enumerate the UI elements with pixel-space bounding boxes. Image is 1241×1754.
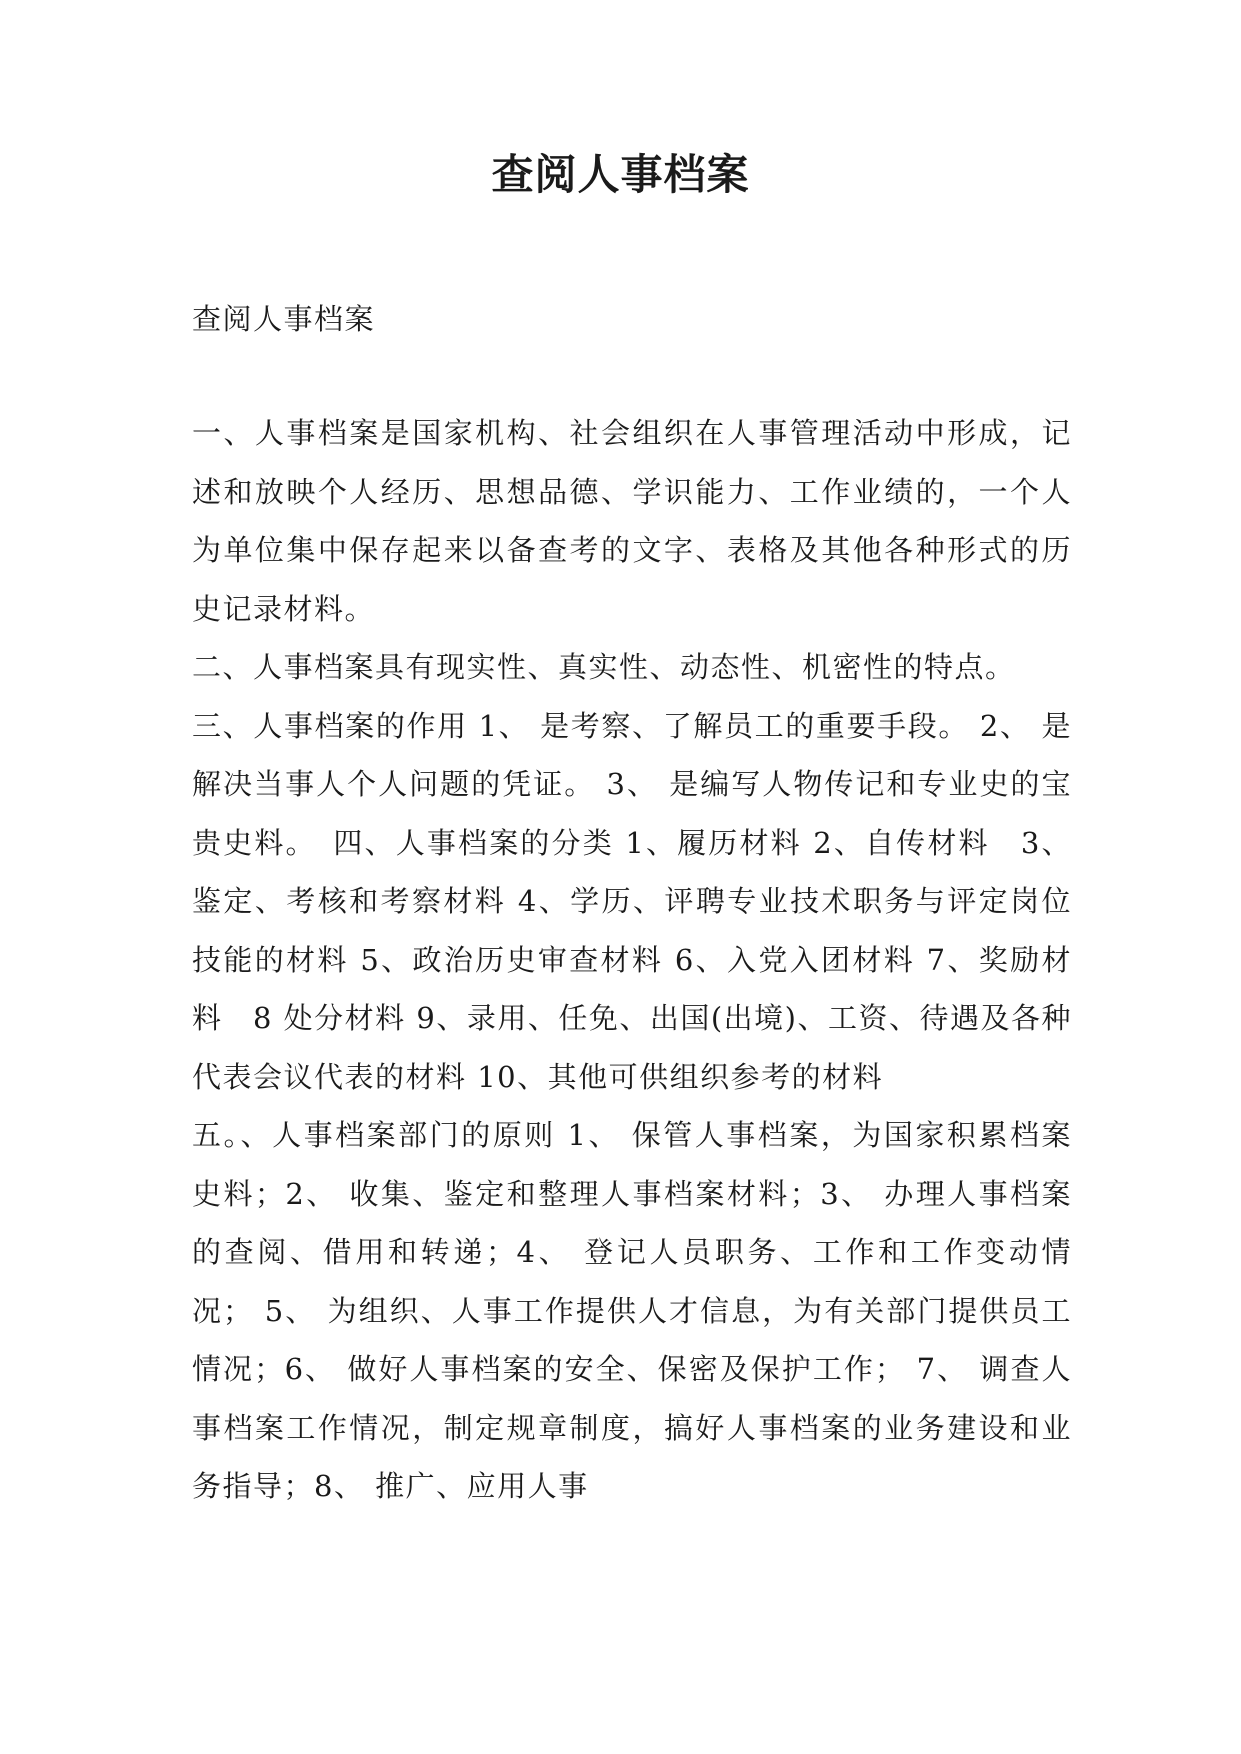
document-subtitle: 查阅人事档案 bbox=[192, 302, 376, 336]
document-title: 查阅人事档案 bbox=[491, 150, 750, 199]
document-body bbox=[192, 290, 1072, 1516]
paragraph-functions-and-categories: 三、人事档案的作用 1、 是考察、了解员工的重要手段。 2、 是解决当事人个人问题的凭证。 3、 是编写人物传记和专业史的宝贵史料。 四、人事档案的分类 1、履历材料 2、自传材料 3、鉴定、考核和考察材料 4、学历、评聘专业技术职务与评定岗位技能的材料 5、政治历史审查材料 6、入党入团材料 7、奖励材料 8 处分材料 9、录用、任免、出国(出境)、工资、待遇及各种代表会议代表的材料 10、其他可供组织参考的材料 bbox=[192, 708, 1072, 1094]
paragraph-definition: 一、人事档案是国家机构、社会组织在人事管理活动中形成，记述和放映个人经历、思想品德、学识能力、工作业绩的，一个人为单位集中保存起来以备查考的文字、表格及其他各种形式的历史记录材料。 bbox=[192, 416, 1072, 626]
paragraph-characteristics: 二、人事档案具有现实性、真实性、动态性、机密性的特点。 bbox=[192, 650, 1016, 684]
paragraph-principles: 五。、人事档案部门的原则 1、 保管人事档案，为国家积累档案史料；2、 收集、鉴定和整理人事档案材料；3、 办理人事档案的查阅、借用和转递；4、 登记人员职务、工作和工作变动情况； 5、 为组织、人事工作提供人才信息，为有关部门提供员工情况；6、 做好人事档案的安全、保密及保护工作； 7、 调查人事档案工作情况，制定规章制度，搞好人事档案的业务建设和业务指导；8、 推广、应用人事 bbox=[192, 1118, 1072, 1503]
